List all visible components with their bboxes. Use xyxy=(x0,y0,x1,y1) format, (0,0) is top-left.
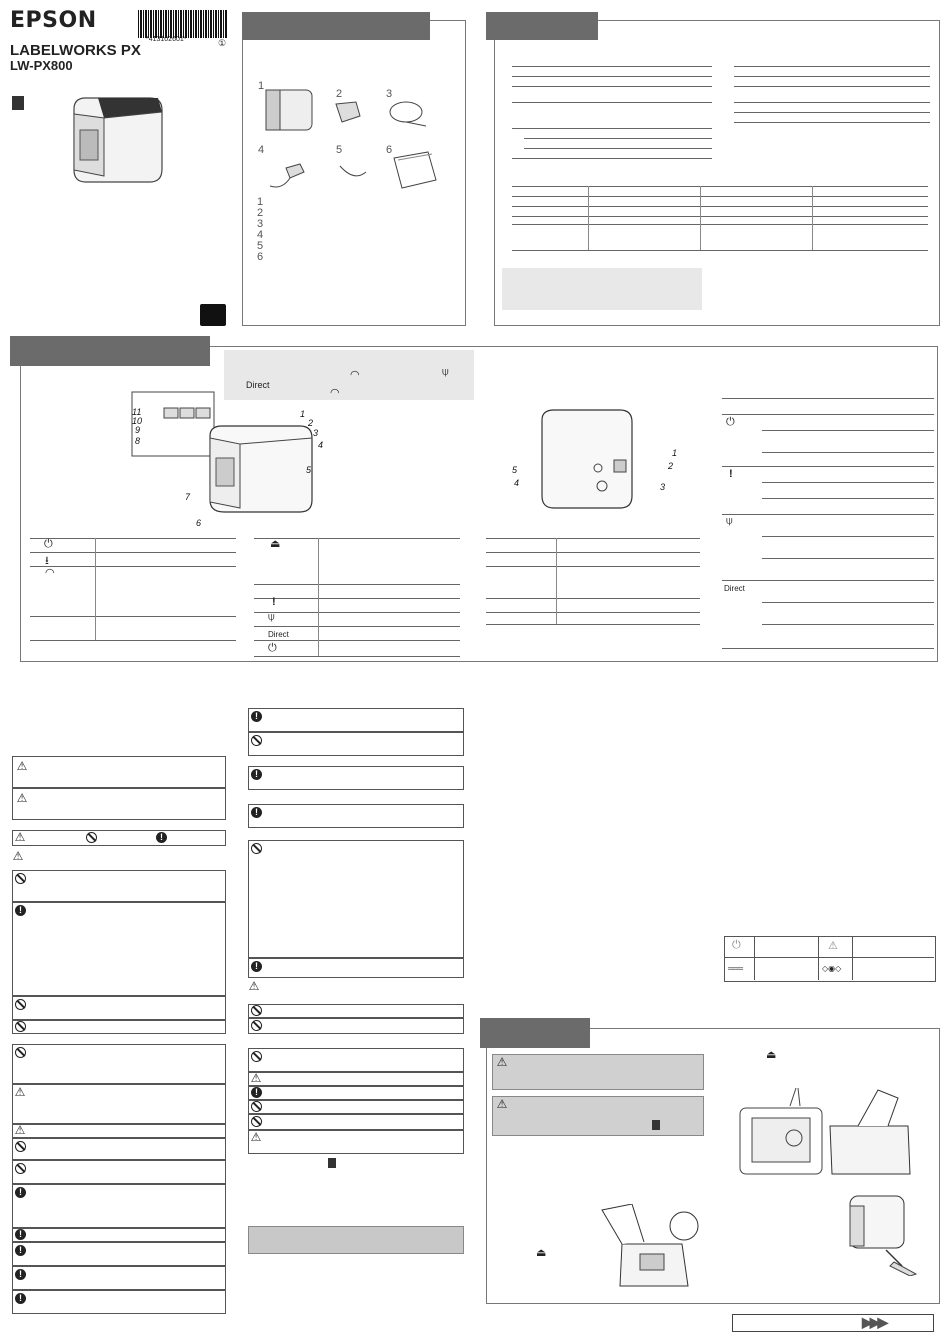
warning-icon: ⚠ xyxy=(250,1130,262,1144)
printer-illustration xyxy=(62,84,172,194)
mandatory-icon: ! xyxy=(15,1293,26,1304)
direct-label: Direct xyxy=(724,584,745,593)
caution-note xyxy=(492,1096,704,1136)
callout: 4 xyxy=(318,440,324,450)
callout: 5 xyxy=(512,465,518,475)
product-line: LABELWORKS PX xyxy=(10,42,141,59)
caution-box xyxy=(12,788,226,820)
callout: 1 xyxy=(300,409,306,419)
legend-number: 2 xyxy=(257,207,264,219)
legend-number: 5 xyxy=(257,240,264,252)
cartridge-header xyxy=(480,1018,590,1048)
prohibited-icon xyxy=(15,1163,26,1174)
brand-logo: EPSON xyxy=(10,8,97,33)
dc-symbol: ═══ xyxy=(728,964,743,973)
mandatory-icon: ! xyxy=(15,1229,26,1240)
next-page-arrows-icon: ▶▶▶ xyxy=(862,1314,886,1330)
next-page-bar xyxy=(732,1314,934,1332)
mandatory-icon: ! xyxy=(251,769,262,780)
wifi-icon: ◠ xyxy=(330,387,340,399)
callout: 3 xyxy=(660,482,666,492)
callout: 9 xyxy=(135,425,141,435)
contents-number: 3 xyxy=(386,88,393,100)
power-icon: ⏻ xyxy=(268,642,277,654)
legend-number: 3 xyxy=(257,218,264,230)
mandatory-icon: ! xyxy=(251,961,262,972)
prohibited-icon xyxy=(251,843,262,854)
mandatory-icon: ! xyxy=(251,807,262,818)
legend-number: 1 xyxy=(257,196,264,208)
recycle-mark-icon xyxy=(652,1120,660,1130)
prohibited-icon xyxy=(251,1005,262,1016)
warning-icon: ⚠ xyxy=(248,979,260,993)
warning-icon: ⚠ xyxy=(250,1071,262,1085)
legend-number: 6 xyxy=(257,251,264,263)
energy-star-logo-icon xyxy=(200,304,226,326)
warning-note xyxy=(492,1054,704,1090)
contents-number: 1 xyxy=(258,80,265,92)
recycle-mark-icon xyxy=(12,96,24,110)
note-bar xyxy=(248,1226,464,1254)
warning-icon: ⚠ xyxy=(496,1097,508,1111)
warning-icon: ⚠ xyxy=(14,1123,26,1137)
mandatory-icon: ! xyxy=(251,1087,262,1098)
legend-number: 4 xyxy=(257,229,264,241)
prohibited-icon xyxy=(251,735,262,746)
power-icon: ⏻ xyxy=(44,538,53,550)
mandatory-icon: ! xyxy=(15,1269,26,1280)
printer-back-diagram xyxy=(536,406,646,516)
remove-cartridge-illustration xyxy=(846,1192,922,1276)
prohibited-icon xyxy=(86,832,97,843)
wifi-icon: ◠ xyxy=(45,567,55,579)
warning-icon: ⚠ xyxy=(16,759,28,773)
callout: 5 xyxy=(306,465,312,475)
callout: 11 xyxy=(132,407,142,417)
mandatory-icon: ! xyxy=(15,905,26,916)
prohibited-icon xyxy=(15,1021,26,1032)
cartridge-insert-illustration xyxy=(738,1086,918,1178)
eject-icon: ⏏ xyxy=(536,1247,547,1259)
warning-icon: ⚠ xyxy=(16,791,28,805)
circled-mark: ① xyxy=(218,38,227,48)
spec-note-box xyxy=(502,268,702,310)
mandatory-icon: ! xyxy=(251,711,262,722)
prohibited-icon xyxy=(251,1051,262,1062)
mandatory-icon: ! xyxy=(15,1245,26,1256)
usb-icon: ⭳ xyxy=(45,555,49,567)
contents-illustrations xyxy=(256,86,446,196)
warning-icon: ⚠ xyxy=(828,940,838,952)
mandatory-icon: ! xyxy=(15,1187,26,1198)
symbol-legend xyxy=(12,830,226,846)
wifi-icon: ◠ xyxy=(350,369,360,381)
warning-icon: ⚠ xyxy=(14,830,26,844)
exclamation-icon: ! xyxy=(272,596,276,608)
mandatory-icon: ! xyxy=(156,832,167,843)
eject-icon: ⏏ xyxy=(270,538,281,550)
specifications-header xyxy=(486,12,598,40)
prohibited-icon xyxy=(251,1116,262,1127)
contents-number: 2 xyxy=(336,88,343,100)
direct-label: Direct xyxy=(268,630,289,639)
prohibited-icon xyxy=(15,1141,26,1152)
callout: 10 xyxy=(132,416,143,426)
contents-number: 4 xyxy=(258,144,265,156)
contents-number: 5 xyxy=(336,144,343,156)
callout: 2 xyxy=(668,461,674,471)
contents-header xyxy=(242,12,430,40)
antenna-icon: ⍦ xyxy=(726,515,733,527)
barcode xyxy=(138,10,228,38)
exclamation-icon: ! xyxy=(729,468,733,480)
warning-icon: ⚠ xyxy=(14,1085,26,1099)
barcode-number: *413102601* xyxy=(146,36,187,43)
warning-box xyxy=(12,756,226,788)
power-icon: ⏻ xyxy=(726,416,735,428)
callout: 7 xyxy=(185,492,191,502)
model-name: LW-PX800 xyxy=(10,58,73,73)
prohibited-icon xyxy=(15,1047,26,1058)
warning-icon: ⚠ xyxy=(496,1055,508,1069)
contents-number: 6 xyxy=(386,144,393,156)
callout: 6 xyxy=(196,518,202,528)
recycle-mark-icon xyxy=(328,1158,336,1168)
prohibited-icon xyxy=(15,873,26,884)
antenna-icon: ⍦ xyxy=(442,366,449,378)
callout: 1 xyxy=(672,448,678,458)
open-cover-illustration xyxy=(592,1204,702,1288)
callout: 2 xyxy=(308,418,314,428)
parts-header xyxy=(10,336,210,366)
prohibited-icon xyxy=(251,1020,262,1031)
polarity-symbol: ◇◉◇ xyxy=(822,964,842,973)
callout: 4 xyxy=(514,478,520,488)
warning-icon: ⚠ xyxy=(12,849,24,863)
callout: 3 xyxy=(313,428,319,438)
direct-label: Direct xyxy=(246,380,270,390)
prohibited-icon xyxy=(251,1101,262,1112)
power-icon: ⏻ xyxy=(732,939,741,951)
antenna-icon: ⍦ xyxy=(268,611,275,623)
callout: 8 xyxy=(135,436,141,446)
eject-icon: ⏏ xyxy=(766,1049,777,1061)
prohibited-icon xyxy=(15,999,26,1010)
